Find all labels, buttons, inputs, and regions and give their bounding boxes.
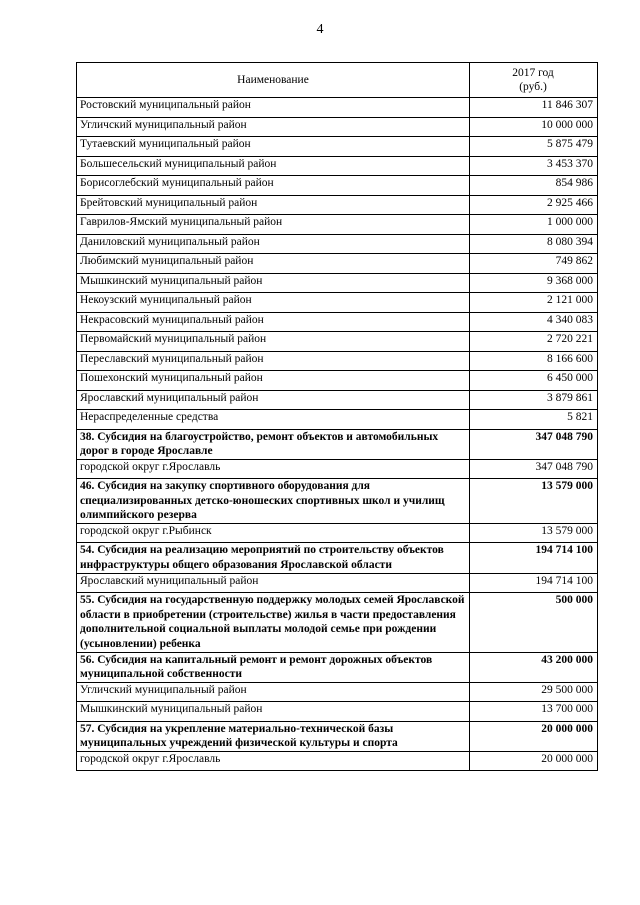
table-header-row [77,63,598,98]
row-name: городской округ г.Ярославль [77,751,470,771]
row-name: городской округ г.Рыбинск [77,523,470,543]
row-name: городской округ г.Ярославль [77,459,470,479]
row-name: Пошехонский муниципальный район [77,371,470,391]
row-name: Угличский муниципальный район [77,682,470,702]
table-row [77,459,598,479]
row-name: 46. Субсидия на закупку спортивного оборудования для специализированных детско-юношеских спортивных школ и училищ олимпийского резерва [77,479,470,524]
table-row [77,573,598,593]
table-section-row [77,593,598,652]
row-amount: 11 846 307 [470,98,598,118]
row-name: 38. Субсидия на благоустройство, ремонт объектов и автомобильных дорог в городе Ярославле [77,429,470,459]
row-amount: 43 200 000 [470,652,598,682]
row-name: Мышкинский муниципальный район [77,702,470,722]
row-amount: 749 862 [470,254,598,274]
row-name: Большесельский муниципальный район [77,156,470,176]
row-amount: 13 579 000 [470,479,598,524]
row-amount: 3 879 861 [470,390,598,410]
row-amount: 20 000 000 [470,721,598,751]
table-row [77,293,598,313]
row-amount: 10 000 000 [470,117,598,137]
table-row [77,371,598,391]
row-name: Переславский муниципальный район [77,351,470,371]
table-row [77,351,598,371]
row-amount: 500 000 [470,593,598,652]
row-name: Некрасовский муниципальный район [77,312,470,332]
row-amount: 29 500 000 [470,682,598,702]
table-row [77,410,598,430]
table-row [77,195,598,215]
table-row [77,137,598,157]
table-section-row [77,429,598,459]
row-name: Брейтовский муниципальный район [77,195,470,215]
header-year [470,63,598,98]
row-amount: 8 166 600 [470,351,598,371]
table-row [77,751,598,771]
row-amount: 9 368 000 [470,273,598,293]
row-amount: 4 340 083 [470,312,598,332]
table-section-row [77,652,598,682]
row-name: Ярославский муниципальный район [77,573,470,593]
row-name: 57. Субсидия на укрепление материально-технической базы муниципальных учреждений физической культуры и спорта [77,721,470,751]
row-amount: 8 080 394 [470,234,598,254]
row-amount: 854 986 [470,176,598,196]
row-amount: 20 000 000 [470,751,598,771]
table-row [77,312,598,332]
row-name: Даниловский муниципальный район [77,234,470,254]
row-amount: 3 453 370 [470,156,598,176]
row-amount: 347 048 790 [470,459,598,479]
table-row [77,523,598,543]
row-name: Первомайский муниципальный район [77,332,470,352]
table-section-row [77,543,598,573]
header-year-label: 2017 год [512,67,554,79]
table-row [77,117,598,137]
table-row [77,156,598,176]
header-name: Наименование [77,63,470,98]
header-unit: (руб.) [519,81,547,93]
row-name: Ростовский муниципальный район [77,98,470,118]
table-section-row [77,479,598,524]
row-name: Гаврилов-Ямский муниципальный район [77,215,470,235]
row-amount: 347 048 790 [470,429,598,459]
row-amount: 2 720 221 [470,332,598,352]
row-name: 56. Субсидия на капитальный ремонт и ремонт дорожных объектов муниципальной собственности [77,652,470,682]
table-row [77,273,598,293]
page-number: 4 [316,22,324,37]
budget-table [76,62,598,771]
table-row [77,234,598,254]
table-row [77,332,598,352]
row-name: Угличский муниципальный район [77,117,470,137]
row-name: Ярославский муниципальный район [77,390,470,410]
row-amount: 5 875 479 [470,137,598,157]
row-name: 55. Субсидия на государственную поддержку молодых семей Ярославской области в приобретении (строительстве) жилья в части предоставления дополнительной социальной выплаты молодой семье при рождении (усыновлении) ребенка [77,593,470,652]
row-name: Тутаевский муниципальный район [77,137,470,157]
table-row [77,682,598,702]
row-amount: 2 925 466 [470,195,598,215]
row-amount: 1 000 000 [470,215,598,235]
row-name: Некоузский муниципальный район [77,293,470,313]
row-name: Нераспределенные средства [77,410,470,430]
table-row [77,215,598,235]
row-name: 54. Субсидия на реализацию мероприятий по строительству объектов инфраструктуры общего образования Ярославской области [77,543,470,573]
row-amount: 2 121 000 [470,293,598,313]
row-name: Любимский муниципальный район [77,254,470,274]
row-amount: 13 700 000 [470,702,598,722]
table-row [77,176,598,196]
row-amount: 6 450 000 [470,371,598,391]
table-section-row [77,721,598,751]
row-amount: 5 821 [470,410,598,430]
table-row [77,98,598,118]
row-amount: 194 714 100 [470,543,598,573]
row-amount: 13 579 000 [470,523,598,543]
row-amount: 194 714 100 [470,573,598,593]
table-row [77,702,598,722]
row-name: Мышкинский муниципальный район [77,273,470,293]
row-name: Борисоглебский муниципальный район [77,176,470,196]
table-row [77,390,598,410]
table-row [77,254,598,274]
